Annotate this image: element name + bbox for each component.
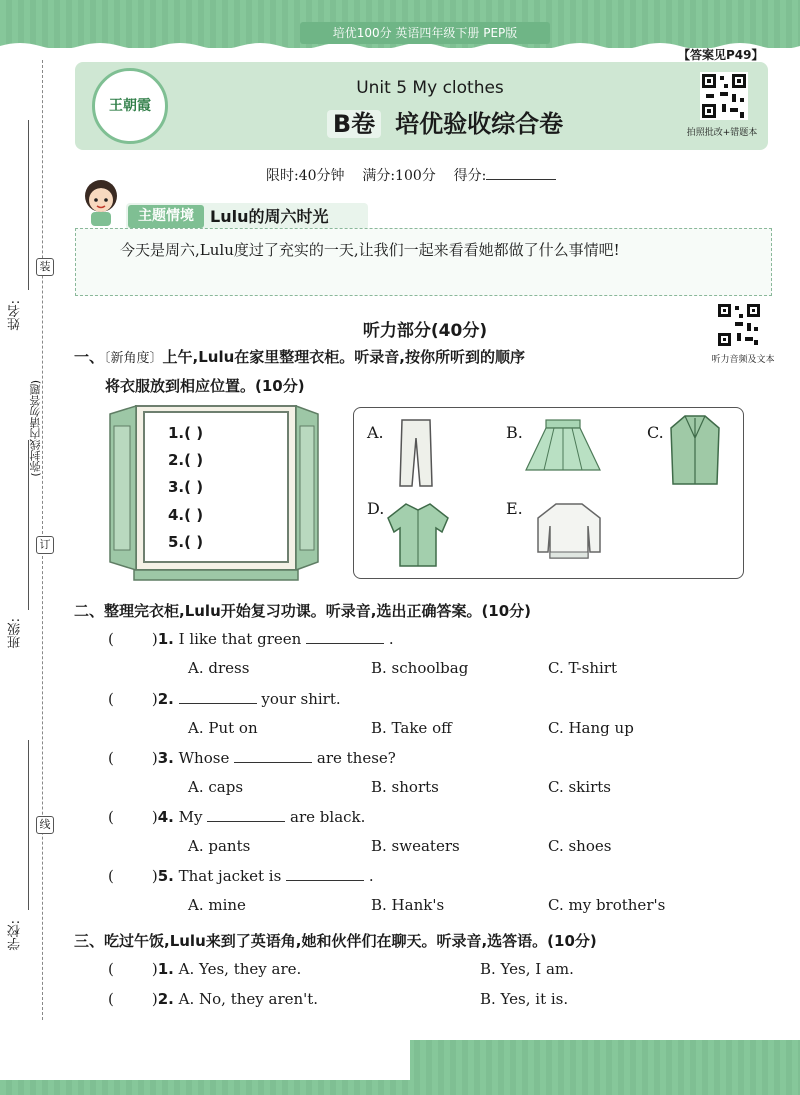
exam-limits: [266, 165, 556, 185]
question-post: .: [368, 867, 374, 885]
question-number: 3.: [157, 749, 174, 767]
pants-icon: [398, 418, 434, 488]
question-number: 1.: [157, 960, 174, 978]
fill-blank: [306, 631, 384, 644]
answer-option[interactable]: B. schoolbag: [371, 659, 469, 677]
fill-blank: [207, 809, 285, 822]
question-number: 5.: [157, 867, 174, 885]
scenario-tag: 主题情境: [128, 205, 204, 228]
section1-heading: [74, 346, 525, 367]
answer-option[interactable]: C. my brother's: [548, 896, 666, 914]
exam-title: [300, 104, 590, 139]
qr-code-icon[interactable]: [716, 302, 762, 348]
answer-option[interactable]: A. Yes, they are.: [178, 960, 302, 978]
binding-mark: 装: [36, 258, 54, 276]
skirt-icon: [524, 418, 602, 474]
school-field[interactable]: [28, 740, 30, 910]
question-number: 1.: [157, 630, 174, 648]
wardrobe-slot-4[interactable]: 4.( ): [168, 506, 204, 524]
jacket-icon: [669, 414, 721, 486]
answer-option[interactable]: B. Take off: [371, 719, 452, 737]
unit-title: Unit 5 My clothes: [356, 78, 504, 98]
answer-option[interactable]: C. skirts: [548, 778, 611, 796]
answer-option[interactable]: A. caps: [188, 778, 244, 796]
time-limit: 限时:40分钟: [266, 168, 345, 184]
question-post: are black.: [290, 808, 366, 826]
binding-mark: 订: [36, 536, 54, 554]
answer-option[interactable]: A. No, they aren't.: [178, 990, 319, 1008]
school-label: 学校:: [8, 920, 23, 951]
shirt-icon: [386, 498, 450, 568]
section2-heading: 二、整理完衣柜,Lulu开始复习功课。听录音,选出正确答案。(10分): [74, 602, 532, 620]
new-angle-tag: 〔新角度〕: [104, 351, 163, 366]
question-row: ( )3. Whose are these?: [108, 749, 396, 767]
question-number: 2.: [157, 990, 174, 1008]
question-post: your shirt.: [261, 690, 341, 708]
wardrobe-slot-3[interactable]: 3.( ): [168, 478, 204, 496]
question-pre: My: [178, 808, 203, 826]
wardrobe-slot-2[interactable]: 2.( ): [168, 451, 204, 469]
logo-text: 王朝霞: [109, 98, 151, 114]
answer-option[interactable]: B. Hank's: [371, 896, 445, 914]
sweater-icon: [534, 500, 604, 562]
fill-blank: [286, 868, 364, 881]
answer-option[interactable]: B. shorts: [371, 778, 439, 796]
answer-option[interactable]: C. Hang up: [548, 719, 634, 737]
exam-title-text: 培优验收综合卷: [395, 110, 564, 138]
full-score: 满分:100分: [362, 168, 436, 184]
answer-option[interactable]: A. dress: [188, 659, 250, 677]
option-label-c: C.: [647, 423, 664, 442]
question-row: ( )1. A. Yes, they are.: [108, 960, 302, 978]
question-number: 4.: [157, 808, 174, 826]
question-row: ( )4. My are black.: [108, 808, 366, 826]
answer-reference: 【答案见P49】: [678, 48, 764, 62]
question-row: ( )5. That jacket is .: [108, 867, 374, 885]
scenario-title: Lulu的周六时光: [210, 207, 329, 226]
answer-option[interactable]: C. shoes: [548, 837, 612, 855]
question-row: ( )2. your shirt.: [108, 690, 341, 708]
question-number: 2.: [157, 690, 174, 708]
seal-note: (弥封线内请勿答题): [29, 380, 42, 477]
option-label-a: A.: [367, 423, 384, 442]
section1-line2: 将衣服放到相应位置。(10分): [105, 377, 305, 395]
volume-badge: B卷: [327, 110, 381, 138]
question-pre: That jacket is: [178, 867, 282, 885]
binding-mark: 线: [36, 816, 54, 834]
name-label: 姓名:: [8, 300, 23, 331]
score-label: 得分:: [453, 168, 487, 184]
girl-illustration-icon: [78, 176, 124, 228]
book-title: 培优100分 英语四年级下册 PEP版: [300, 22, 550, 44]
class-field[interactable]: [28, 440, 30, 610]
class-label: 班级:: [8, 618, 23, 649]
option-label-d: D.: [367, 499, 385, 518]
answer-option[interactable]: A. Put on: [188, 719, 258, 737]
wardrobe-illustration: [108, 404, 320, 582]
fill-blank: [234, 750, 312, 763]
wardrobe-slot-1[interactable]: 1.( ): [168, 424, 204, 442]
question-pre: I like that green: [178, 630, 302, 648]
section3-heading: 三、吃过午饭,Lulu来到了英语角,她和伙伴们在聊天。听录音,选答语。(10分): [74, 932, 597, 950]
question-row: ( )2. A. No, they aren't.: [108, 990, 319, 1008]
question-row: ( )1. I like that green .: [108, 630, 394, 648]
listening-title: 听力部分(40分): [362, 321, 488, 341]
option-label-b: B.: [506, 423, 523, 442]
answer-option[interactable]: B. sweaters: [371, 837, 460, 855]
question-post: are these?: [316, 749, 396, 767]
option-label-e: E.: [506, 499, 523, 518]
bottom-blank: [0, 1040, 410, 1080]
answer-option[interactable]: A. pants: [188, 837, 251, 855]
score-field[interactable]: [486, 179, 556, 180]
question-pre: Whose: [178, 749, 230, 767]
question-post: .: [388, 630, 394, 648]
qr-caption: 拍照批改+错题本: [686, 128, 758, 138]
logo: [92, 68, 168, 144]
scenario-text: 今天是周六,Lulu度过了充实的一天,让我们一起来看看她都做了什么事情吧!: [120, 241, 620, 259]
answer-option[interactable]: A. mine: [188, 896, 246, 914]
answer-option[interactable]: B. Yes, I am.: [480, 960, 574, 978]
section1-line1: 上午,Lulu在家里整理衣柜。听录音,按你所听到的顺序: [162, 348, 525, 366]
answer-option[interactable]: C. T-shirt: [548, 659, 617, 677]
fill-blank: [179, 691, 257, 704]
qr-code-icon[interactable]: [700, 72, 748, 120]
section1-number: 一、: [74, 348, 105, 366]
answer-option[interactable]: B. Yes, it is.: [480, 990, 569, 1008]
wardrobe-slot-5[interactable]: 5.( ): [168, 533, 204, 551]
qr-caption-audio: 听力音频及文本: [711, 355, 775, 365]
name-field[interactable]: [28, 120, 30, 290]
